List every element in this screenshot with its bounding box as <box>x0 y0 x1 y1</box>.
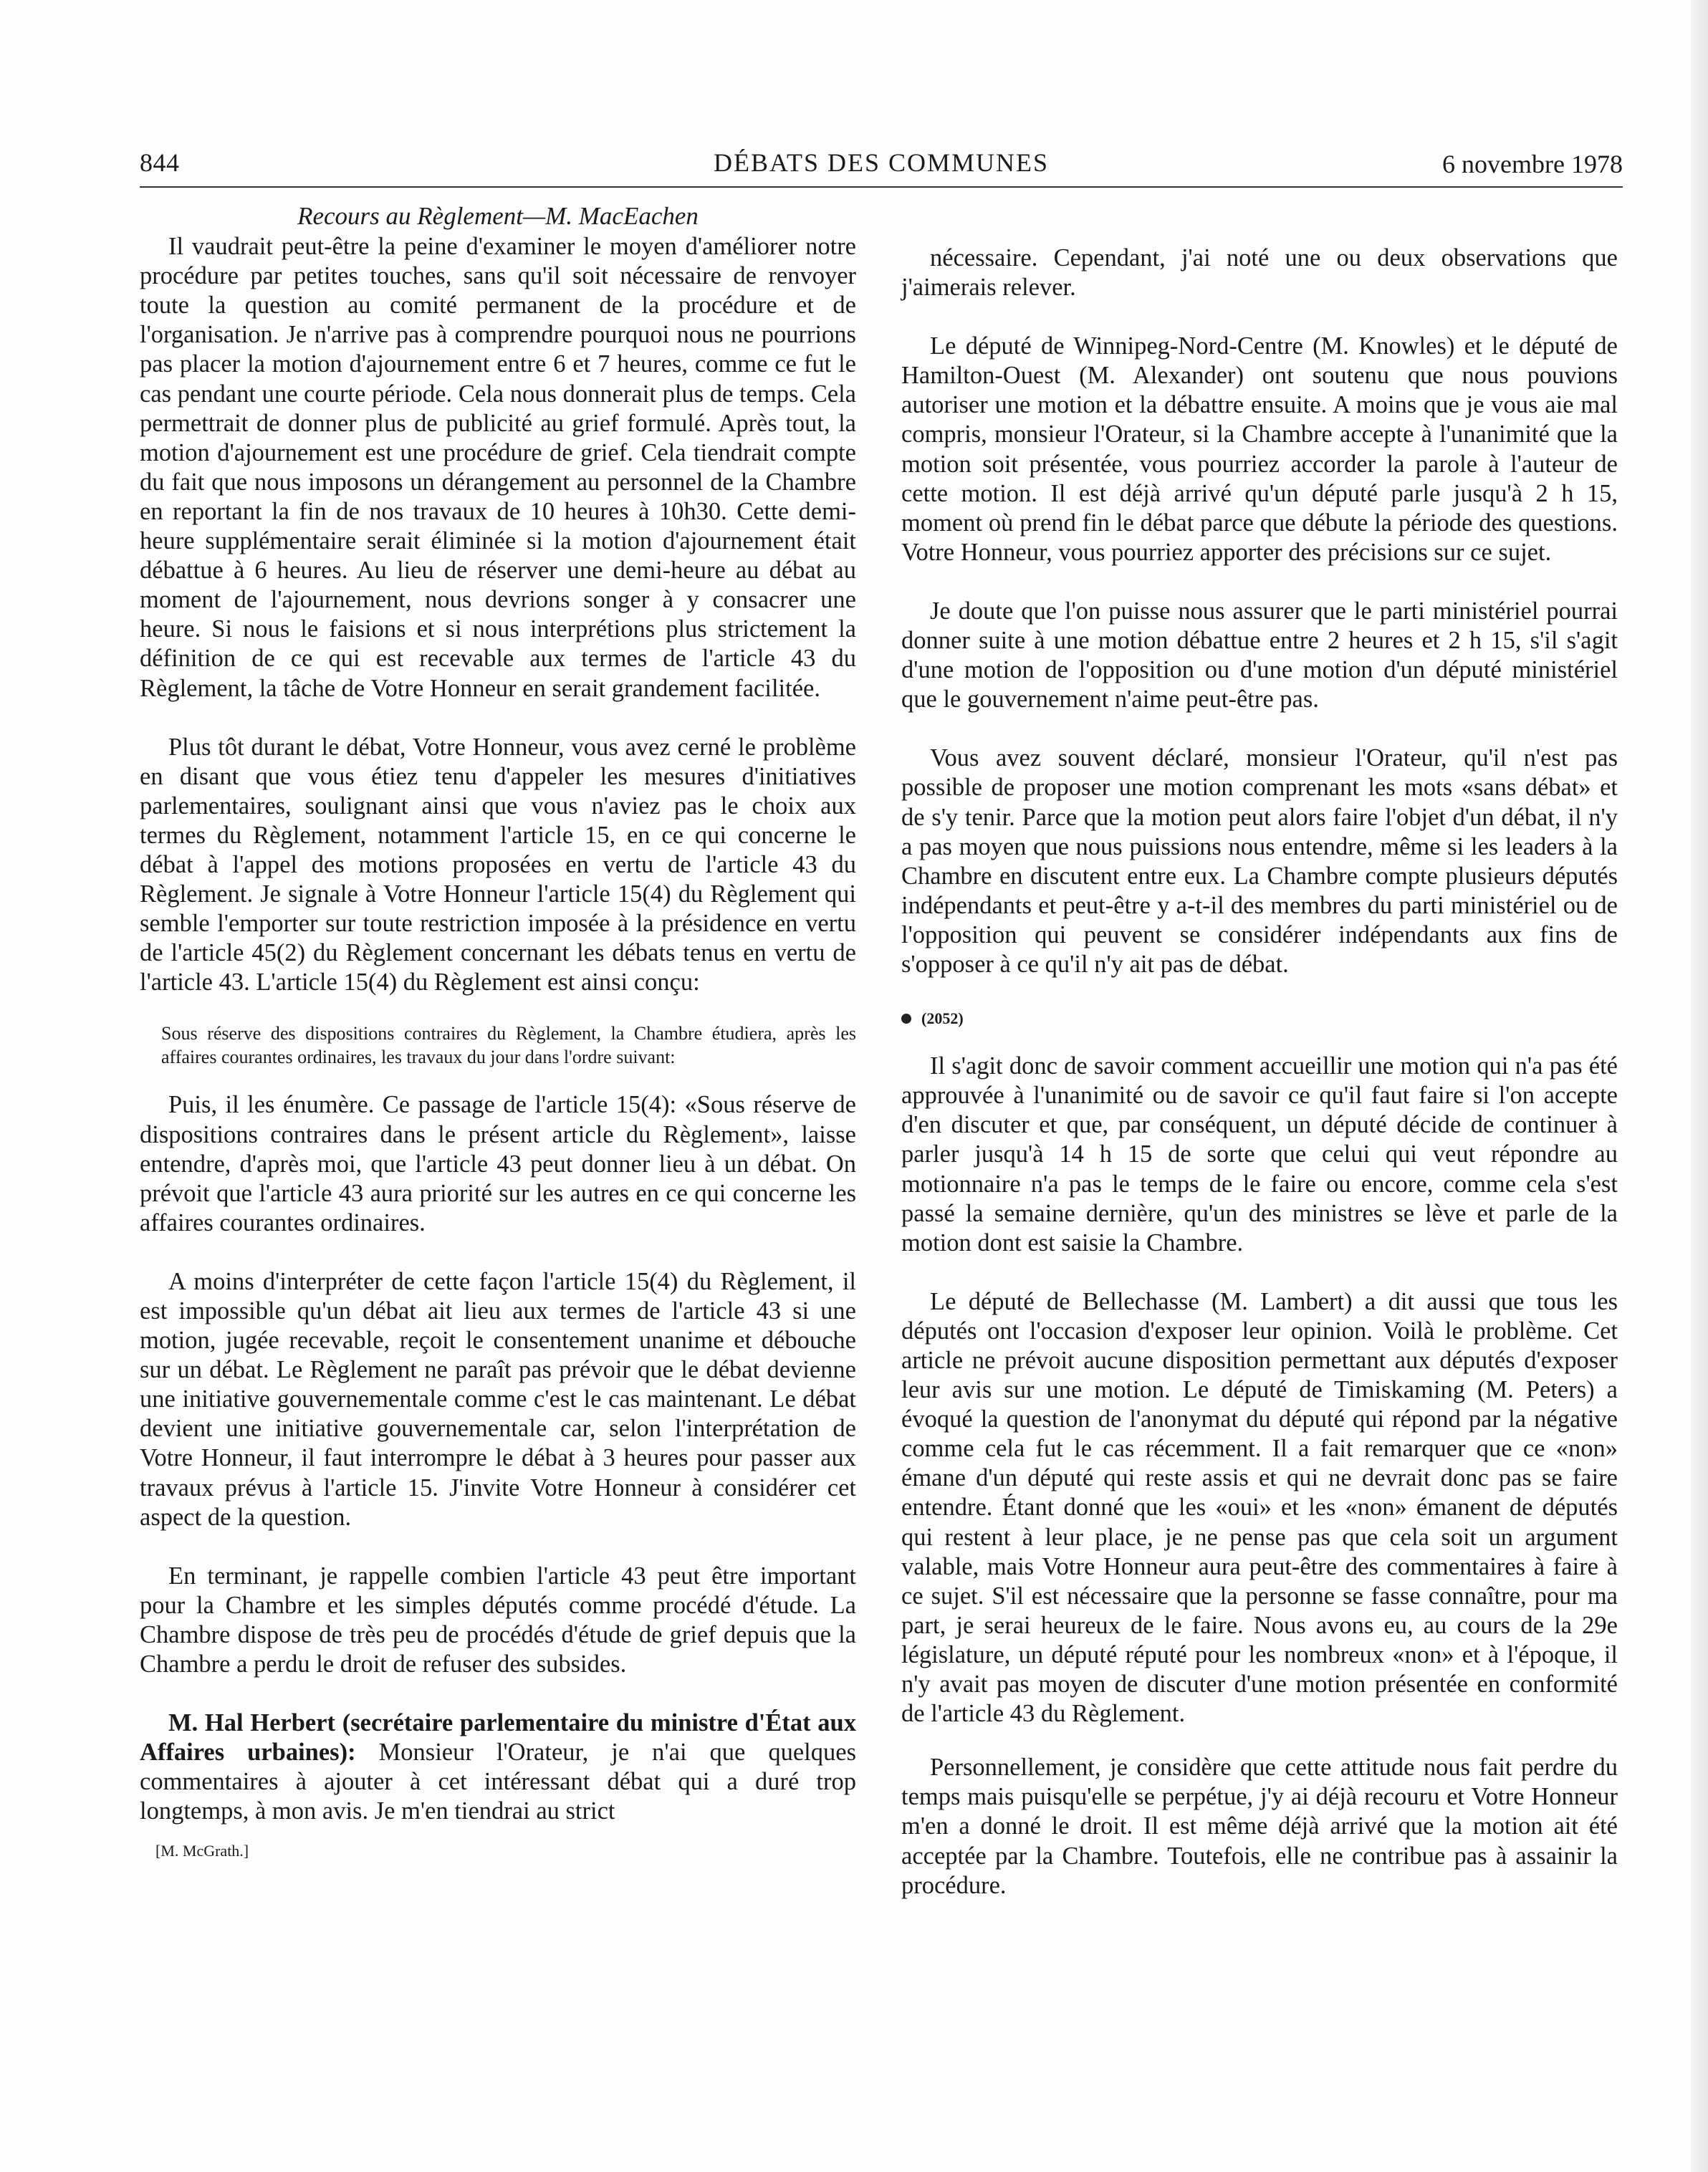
block-quote: Sous réserve des dispositions contraires du Règlement, la Chambre étudiera, après les affaires courantes ordinaires, les travaux du jour dans l'ordre suivant: <box>161 1023 856 1068</box>
paragraph: Je doute que l'on puisse nous assurer que le parti ministériel pourrai donner suite à une motion débattue entre 2 heures et 2 h 15, s'il s'agit d'une motion de l'opposition ou d'une motion d'un député ministériel que le gouvernement n'aime peut-être pas. <box>901 597 1618 713</box>
paragraph: A moins d'interpréter de cette façon l'article 15(4) du Règlement, il est impossible qu'un débat ait lieu aux termes de l'article 43 si une motion, jugée recevable, reçoit le consentement unanime et débouche sur un débat. Le Règlement ne paraît pas prévoir que le débat devienne une initiative gouvernementale comme c'est le cas maintenant. Le débat devient une initiative gouvernementale car, selon l'interprétation de Votre Honneur, il faut interrompre le débat à 3 heures pour passer aux travaux prévus à l'article 15. J'invite Votre Honneur à considérer cet aspect de la question. <box>140 1267 856 1531</box>
page-edge-shadow <box>1691 0 1708 2172</box>
paragraph: Vous avez souvent déclaré, monsieur l'Orateur, qu'il n'est pas possible de proposer une motion comprenant les mots «sans débat» et de s'y tenir. Parce que la motion peut alors faire l'objet d'un débat, il n'y a pas moyen que nous puissions nous entendre, même si les leaders à la Chambre en discutent entre eux. La Chambre compte plusieurs députés indépendants et peut-être y a-t-il des membres du parti ministériel ou de l'opposition qui peuvent se considérer indépendants aux fins de s'opposer à ce qu'il n'y ait pas de débat. <box>901 744 1618 978</box>
speaker-name: M. Hal Herbert (secrétaire parlementaire du ministre d'État aux Affaires urbaines): <box>140 1709 856 1767</box>
paragraph: Personnellement, je considère que cette attitude nous fait perdre du temps mais puisqu'elle se perpétue, j'y ai déjà recouru et Votre Honneur m'en a donné le droit. Il est même déjà arrivé que la motion ait été acceptée par la Chambre. Toutefois, elle ne contribue pas à assainir la procédure. <box>901 1754 1618 1899</box>
time-marker-label: (2052) <box>921 1009 964 1028</box>
speaker-text: Monsieur l'Orateur, je n'ai que quelques commentaires à ajouter à cet intéressant débat qui a duré trop longtemps, à mon avis. Je m'en tiendrai au strict <box>140 1739 856 1825</box>
paragraph: Il s'agit donc de savoir comment accueillir une motion qui n'a pas été approuvée à l'unanimité ou de savoir ce qu'il faut faire si l'on accepte d'en discuter et que, par conséquent, un député décide de continuer à parler jusqu'à 14 h 15 de sorte que celui qui veut répondre au motionnaire n'a pas le temps de le faire ou encore, comme cela s'est passé la semaine dernière, qu'un des ministres se lève et parle de la motion dont est saisie la Chambre. <box>901 1052 1618 1256</box>
left-column <box>140 197 856 1865</box>
paragraph: Le député de Bellechasse (M. Lambert) a dit aussi que tous les députés ont l'occasion d'exposer leur opinion. Voilà le problème. Cet article ne prévoit aucune disposition permettant aux députés d'exposer leur avis sur une motion. Le député de Timiskaming (M. Peters) a évoqué la question de l'anonymat du député qui répond par la négative comme cela fut le cas récemment. Il a fait remarquer que ce «non» émane d'un député qui reste assis et qui ne devrait donc pas se faire entendre. Étant donné que les «oui» et les «non» émanent de députés qui restent à leur place, je ne pense pas que cela soit un argument valable, mais Votre Honneur aura peut-être des commentaires à faire à ce sujet. S'il est nécessaire que la personne se fasse connaître, pour ma part, je serai heureux de le faire. Nous avons eu, au cours de la 29e législature, un député réputé pour les nombreux «non» et à l'époque, il n'y avait pas moyen de discuter d'une motion présentée en conformité de l'article 43 du Règlement. <box>901 1287 1618 1728</box>
bullet-icon <box>901 1014 911 1024</box>
page-number: 844 <box>140 148 180 177</box>
running-head: Recours au Règlement—M. MacEachen <box>297 202 699 230</box>
footer-reference: [M. McGrath.] <box>155 1841 249 1860</box>
page-header <box>140 143 1623 188</box>
right-column <box>901 244 1618 1930</box>
paragraph: Puis, il les énumère. Ce passage de l'article 15(4): «Sous réserve de dispositions contraires dans le présent article du Règlement», laisse entendre, d'après moi, que l'article 43 peut donner lieu à un débat. On prévoit que l'article 43 aura priorité sur les autres en ce qui concerne les affaires courantes ordinaires. <box>140 1091 856 1236</box>
header-date: 6 novembre 1978 <box>1442 150 1623 178</box>
speaker-paragraph <box>140 1709 856 1826</box>
paragraph: Il vaudrait peut-être la peine d'examiner le moyen d'améliorer notre procédure par petites touches, sans qu'il soit nécessaire de renvoyer toute la question au comité permanent de la procédure et de l'organisation. Je n'arrive pas à comprendre pourquoi nous ne pourrions pas placer la motion d'ajournement entre 6 et 7 heures, comme ce fut le cas pendant une courte période. Cela nous donnerait plus de temps. Cela permettrait de donner plus de publicité au grief formulé. Après tout, la motion d'ajournement est une procédure de grief. Cela tiendrait compte du fait que nous imposons un dérangement au personnel de la Chambre en reportant la fin de nos travaux de 10 heures à 10h30. Cette demi-heure supplémentaire serait éliminée si la motion d'ajournement était débattue à 6 heures. Au lieu de réserver une demi-heure au débat au moment de l'ajournement, nous devrions songer à y consacrer une heure. Si nous le faisions et si nous interprétions plus strictement la définition de ce qui est recevable aux termes de l'article 43 du Règlement, la tâche de Votre Honneur en serait grandement facilitée. <box>140 233 856 702</box>
paragraph: nécessaire. Cependant, j'ai noté une ou deux observations que j'aimerais relever. <box>901 244 1618 302</box>
paragraph: En terminant, je rappelle combien l'article 43 peut être important pour la Chambre et les simples députés comme procédé d'étude. La Chambre dispose de très peu de procédés d'étude de grief depuis que la Chambre a perdu le droit de refuser des subsides. <box>140 1562 856 1678</box>
time-marker <box>901 1004 1618 1033</box>
paragraph: Plus tôt durant le débat, Votre Honneur, vous avez cerné le problème en disant que vous étiez tenu d'appeler les mesures d'initiatives parlementaires, soulignant ainsi que vous n'aviez pas le choix aux termes du Règlement, notamment l'article 15, en ce qui concerne le débat à l'appel des motions proposées en vertu de l'article 43 du Règlement. Je signale à Votre Honneur l'article 15(4) du Règlement qui semble l'emporter sur toute restriction imposée à la présidence en vertu de l'article 45(2) du Règlement concernant les débats tenus en vertu de l'article 43. L'article 15(4) du Règlement est ainsi conçu: <box>140 733 856 996</box>
paragraph: Le député de Winnipeg-Nord-Centre (M. Knowles) et le député de Hamilton-Ouest (M. Alexander) ont soutenu que nous pouvions autoriser une motion et la débattre ensuite. A moins que je vous aie mal compris, monsieur l'Orateur, si la Chambre accepte à l'unanimité que la motion soit présentée, vous pourriez accorder la parole à l'auteur de cette motion. Il est déjà arrivé qu'un député parle jusqu'à 2 h 15, moment où prend fin le débat parce que débute la période des questions. Votre Honneur, vous pourriez apporter des précisions sur ce sujet. <box>901 332 1618 566</box>
journal-title: DÉBATS DES COMMUNES <box>713 148 1050 177</box>
